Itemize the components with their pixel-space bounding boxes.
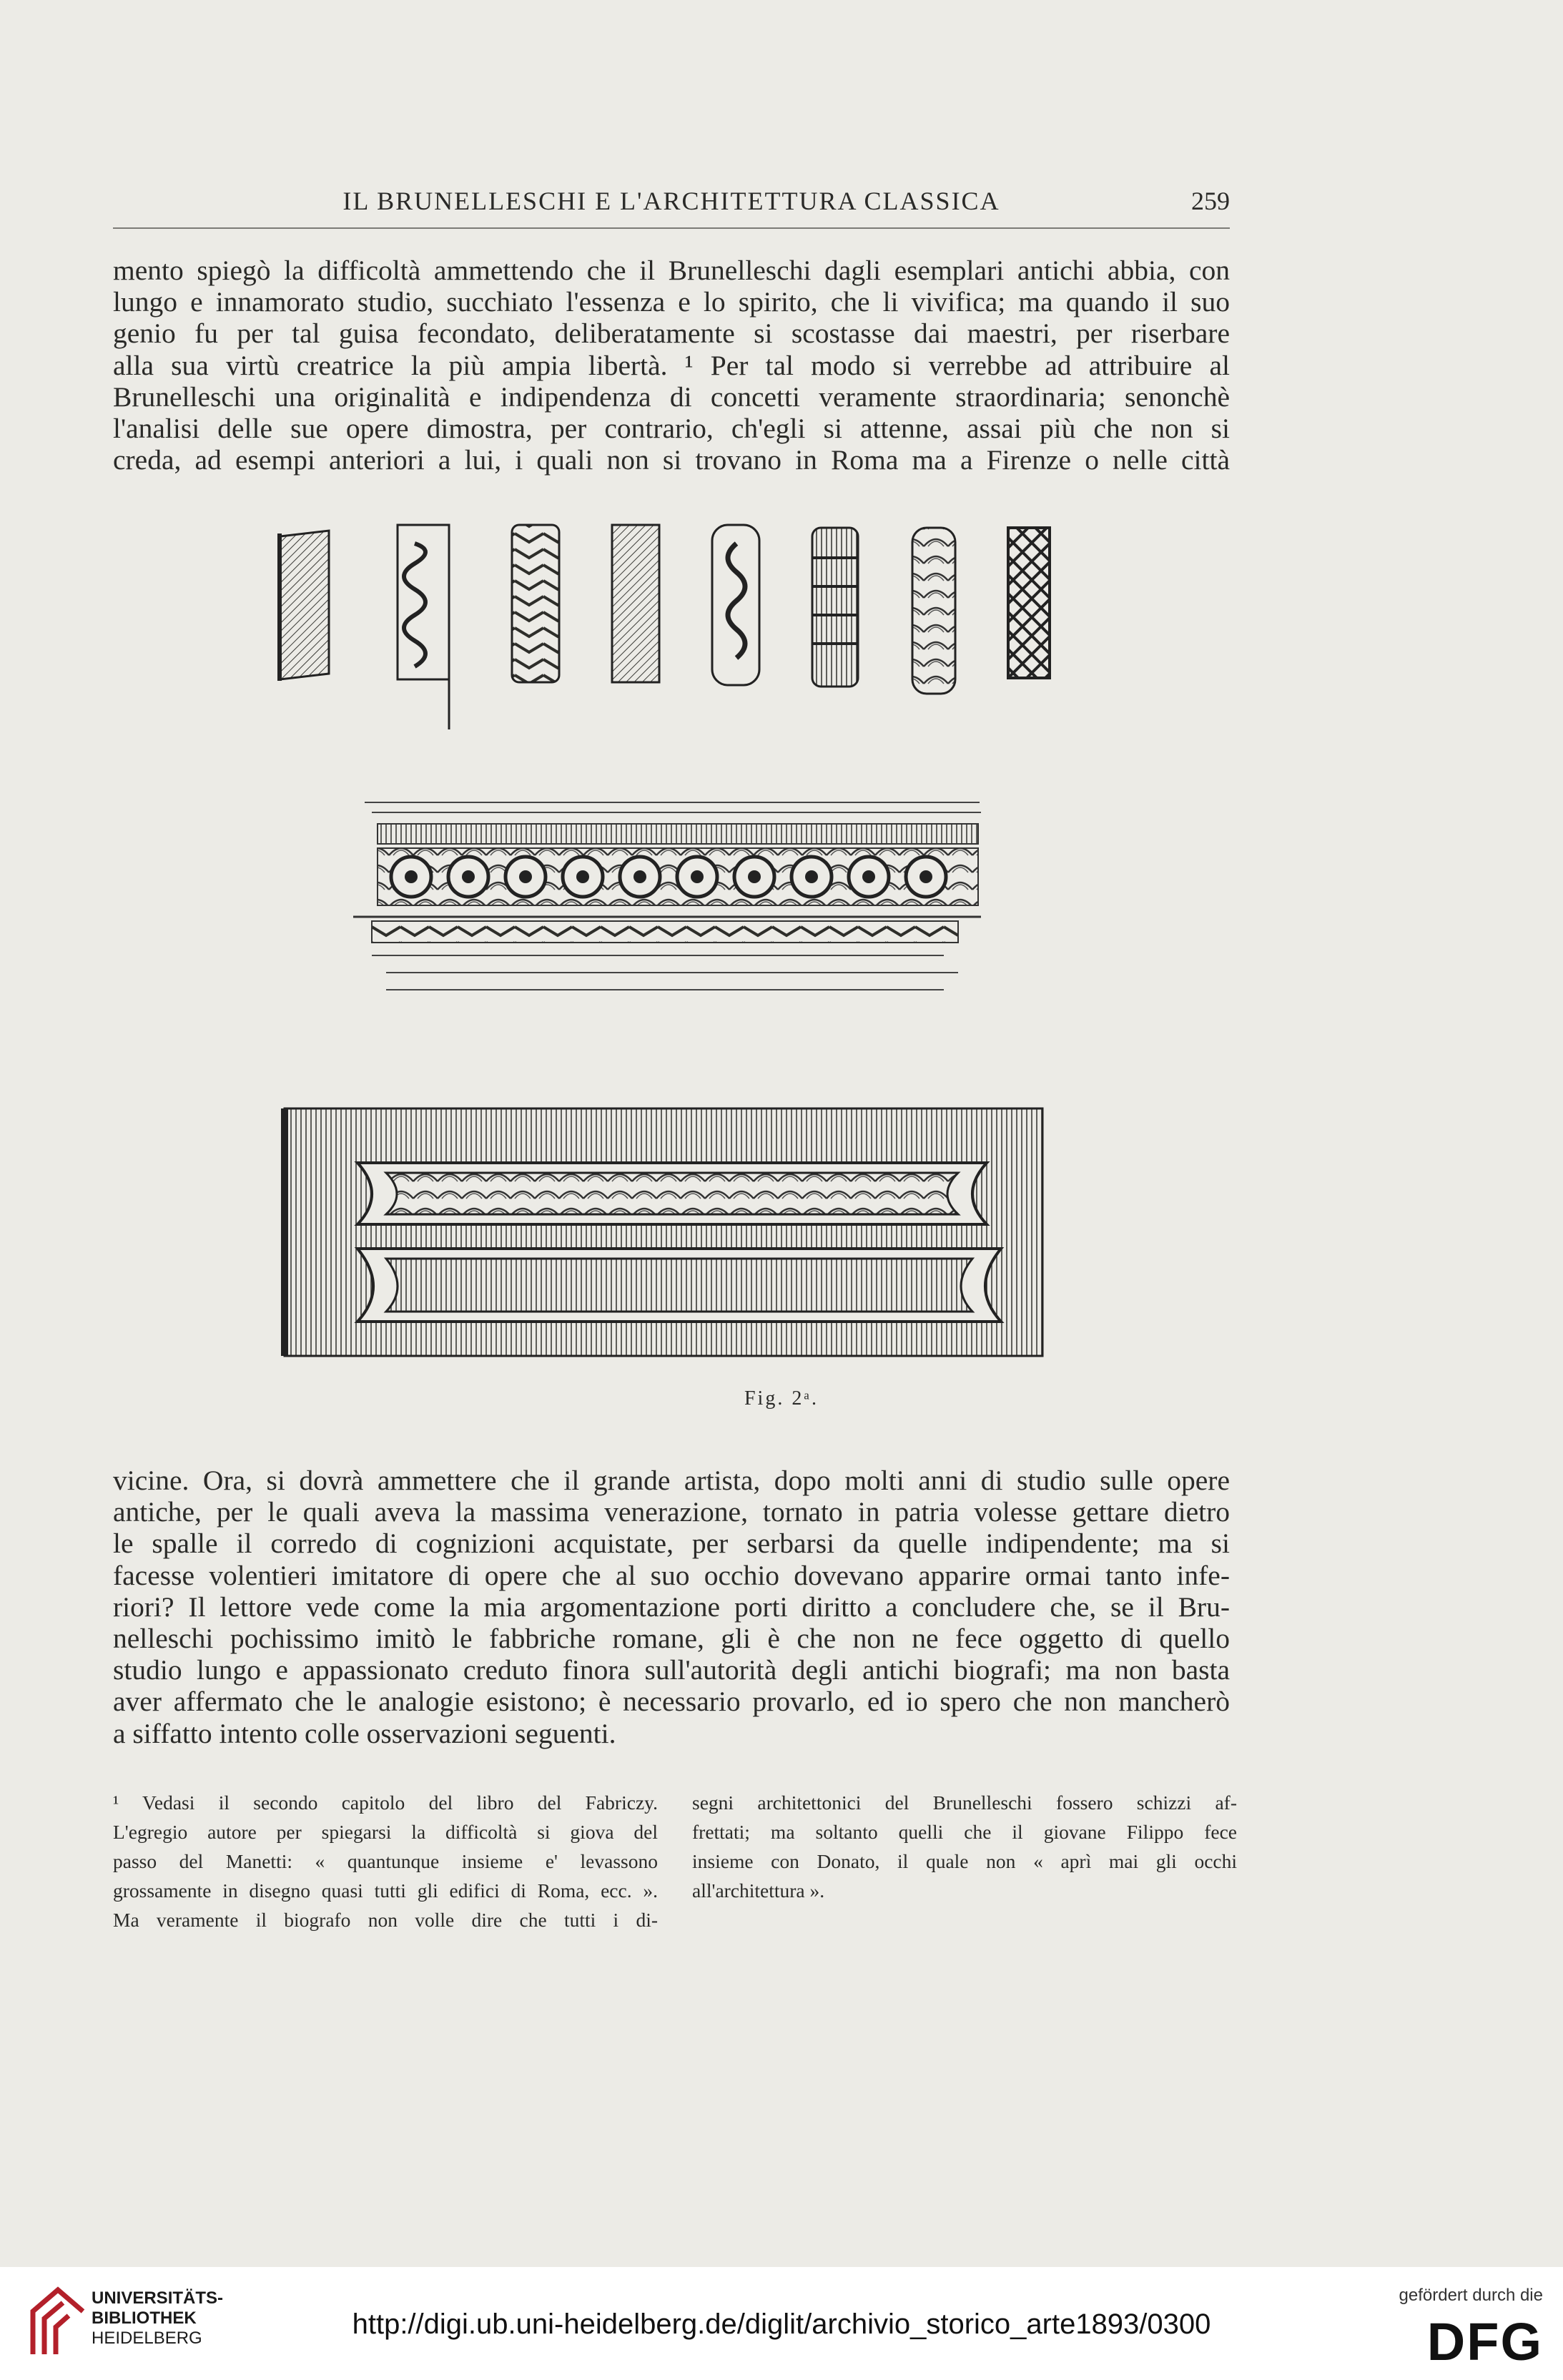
rosette-frieze: [353, 802, 981, 990]
digitization-footer: [0, 2267, 1563, 2380]
footnote-column-right: [692, 1788, 1237, 1905]
text-line: Brunelleschi una originalità e indipendenza di concetti veramente straordinaria; senonchè: [113, 380, 1230, 413]
footnote-line: ¹ Vedasi il secondo capitolo del libro del Fabriczy.: [113, 1791, 658, 1814]
permalink-url[interactable]: http://digi.ub.uni-heidelberg.de/diglit/archivio_storico_arte1893/0300: [352, 2308, 1211, 2340]
footnote-line: all'architettura ».: [692, 1879, 825, 1902]
ornament-figure: [0, 515, 1563, 1387]
footnote-line: grossamente in disegno quasi tutti gli edifici di Roma, ecc. ».: [113, 1879, 658, 1902]
footnote-line: Ma veramente il biografo non volle dire che tutti i di-: [113, 1909, 658, 1931]
text-line: aver affermato che le analogie esistono; è necessario provarlo, ed io spero che non mancherò: [113, 1686, 1230, 1718]
footnote-line: segni architettonici del Brunelleschi fossero schizzi af-: [692, 1791, 1237, 1814]
profile-7: [912, 528, 955, 694]
text-line: lungo e innamorato studio, succhiato l'essenza e lo spirito, che li vivifica; ma quando il suo: [113, 286, 1230, 318]
text-line: facesse volentieri imitatore di opere che al suo occhio dovevano apparire ormai tanto infe-: [113, 1559, 1230, 1591]
text-line: a siffatto intento colle osservazioni seguenti.: [113, 1717, 616, 1749]
funding-note: gefördert durch die: [1399, 2286, 1543, 2305]
profile-5: [712, 525, 759, 685]
running-header: [113, 186, 1230, 222]
text-line: genio fu per tal guisa fecondato, deliberatamente si scostasse dai maestri, per riserbare: [113, 318, 1230, 350]
running-title: IL BRUNELLESCHI E L'ARCHITETTURA CLASSICA: [342, 187, 1000, 215]
footnote-line: L'egregio autore per spiegarsi la difficoltà si giova del: [113, 1821, 658, 1843]
text-line: le spalle il corredo di cognizioni acquistate, per serbarsi da quelle indipendente; ma si: [113, 1528, 1230, 1560]
text-line: vicine. Ora, si dovrà ammettere che il grande artista, dopo molti anni di studio sulle opere: [113, 1465, 1230, 1496]
library-name-line: UNIVERSITÄTS-: [92, 2288, 224, 2308]
library-name-line: HEIDELBERG: [92, 2329, 202, 2348]
text-line: studio lungo e appassionato creduto finora sull'autorità degli antichi biografi; ma non basta: [113, 1654, 1230, 1686]
profile-1: [277, 531, 329, 681]
profile-2: [398, 525, 449, 729]
header-rule: [113, 227, 1230, 229]
figure-caption: Fig. 2ᵃ.: [744, 1387, 819, 1410]
text-line: antiche, per le quali aveva la massima venerazione, tornato in patria volesse gettare dietro: [113, 1496, 1230, 1528]
library-name-line: BIBLIOTHEK: [92, 2308, 197, 2328]
text-line: l'analisi delle sue opere dimostra, per contrario, ch'egli si attenne, assai più che non si: [113, 413, 1230, 445]
footnote-line: frettati; ma soltanto quelli che il giovane Filippo fece: [692, 1821, 1237, 1843]
profile-3: [512, 525, 559, 682]
paragraph-1: [113, 255, 1230, 476]
footnotes: [113, 1788, 1237, 1938]
moulding-profiles: [277, 525, 1050, 729]
footnote-line: passo del Manetti: « quantunque insieme e' levassono: [113, 1850, 658, 1872]
page-number: 259: [1191, 187, 1230, 215]
footnote-column-left: [113, 1788, 658, 1934]
profile-8: [1008, 528, 1050, 678]
profile-6: [812, 528, 858, 687]
text-line: mento spiegò la difficoltà ammettendo che il Brunelleschi dagli esemplari antichi abbia, con: [113, 255, 1230, 286]
fluted-panel: [285, 1108, 1042, 1356]
text-line: creda, ad esempi anteriori a lui, i quali non si trovano in Roma ma a Firenze o nelle città: [113, 444, 1230, 476]
profile-4: [612, 525, 659, 682]
text-line: nelleschi pochissimo imitò le fabbriche romane, gli è che non ne fece oggetto di quello: [113, 1623, 1230, 1655]
footnote-line: insieme con Donato, il quale non « aprì mai gli occhi: [692, 1850, 1237, 1872]
paragraph-2: [113, 1465, 1230, 1749]
dfg-logo[interactable]: DFG: [1426, 2312, 1543, 2371]
text-line: alla sua virtù creatrice la più ampia libertà. ¹ Per tal modo si verrebbe ad attribuire al: [113, 349, 1230, 381]
text-line: riori? Il lettore vede come la mia argomentazione porti diritto a concludere che, se il Bru-: [113, 1590, 1230, 1623]
